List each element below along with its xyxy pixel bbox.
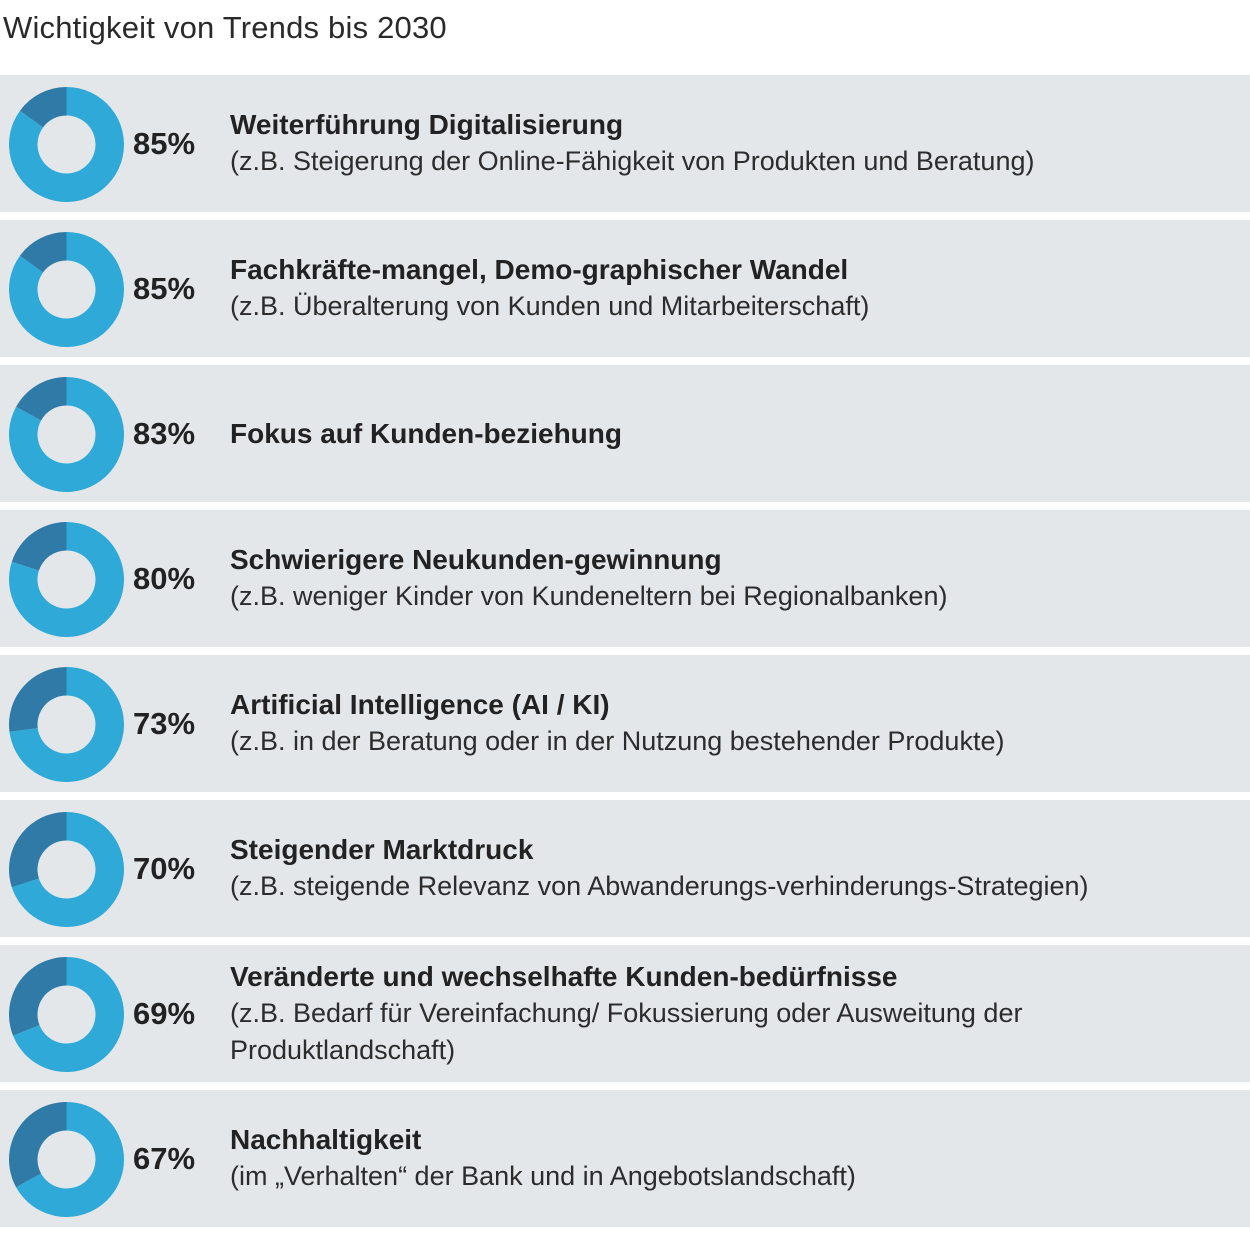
donut-chart	[9, 87, 124, 202]
trend-title: Fokus auf Kunden-beziehung	[230, 417, 622, 449]
trend-row	[0, 510, 1250, 647]
donut-remainder-segment	[9, 1102, 67, 1187]
percentage-label: 73%	[133, 705, 196, 741]
trend-row	[0, 365, 1250, 502]
trend-subtitle: (z.B. Steigerung der Online-Fähigkeit von Produkten und Beratung)	[230, 146, 1035, 176]
trend-subtitle: (z.B. Überalterung von Kunden und Mitarbeiterschaft)	[230, 291, 870, 321]
percentage-label: 85%	[133, 270, 196, 306]
donut-chart	[9, 812, 124, 927]
trend-text	[230, 75, 1242, 212]
trend-subtitle: (im „Verhalten“ der Bank und in Angebotslandschaft)	[230, 1161, 856, 1191]
trend-text	[230, 510, 1242, 647]
trend-text	[230, 655, 1242, 792]
donut-chart	[9, 232, 124, 347]
trend-list	[0, 75, 1250, 1235]
trend-title: Steigender Marktdruck	[230, 834, 534, 865]
trend-text	[230, 220, 1242, 357]
percentage-label: 69%	[133, 995, 196, 1031]
trend-row	[0, 75, 1250, 212]
trend-text	[230, 800, 1242, 937]
trend-row	[0, 655, 1250, 792]
trend-text	[230, 945, 1242, 1082]
trend-row	[0, 220, 1250, 357]
trend-subtitle: (z.B. in der Beratung oder in der Nutzung bestehender Produkte)	[230, 726, 1005, 756]
trend-title: Weiterführung Digitalisierung	[230, 109, 624, 140]
percentage-label: 70%	[133, 850, 196, 886]
donut-chart	[9, 377, 124, 492]
donut-remainder-segment	[9, 812, 67, 887]
donut-chart	[9, 957, 124, 1072]
trend-title: Nachhaltigkeit	[230, 1124, 422, 1155]
donut-chart	[9, 522, 124, 637]
chart-title: Wichtigkeit von Trends bis 2030	[3, 10, 447, 45]
percentage-label: 80%	[133, 560, 196, 596]
donut-remainder-segment	[9, 957, 67, 1036]
trend-subtitle: (z.B. Bedarf für Vereinfachung/ Fokussierung oder Ausweitung der Produktlandschaft)	[230, 997, 1023, 1065]
trend-row	[0, 1090, 1250, 1227]
donut-remainder-segment	[12, 522, 67, 571]
trend-subtitle: (z.B. weniger Kinder von Kundeneltern bei Regionalbanken)	[230, 581, 948, 611]
percentage-label: 67%	[133, 1140, 196, 1176]
trend-title: Schwierigere Neukunden-gewinnung	[230, 544, 722, 575]
donut-chart	[9, 1102, 124, 1217]
trend-title: Veränderte und wechselhafte Kunden-bedürfnisse	[230, 960, 898, 992]
trend-title: Fachkräfte-mangel, Demo-graphischer Wandel	[230, 254, 849, 285]
donut-chart	[9, 667, 124, 782]
trend-subtitle: (z.B. steigende Relevanz von Abwanderungs-verhinderungs-Strategien)	[230, 871, 1089, 901]
trend-row	[0, 800, 1250, 937]
trend-title: Artificial Intelligence (AI / KI)	[230, 689, 610, 720]
donut-remainder-segment	[9, 667, 67, 732]
percentage-label: 83%	[133, 415, 196, 451]
trend-row	[0, 945, 1250, 1082]
trend-text	[230, 1090, 1242, 1227]
percentage-label: 85%	[133, 125, 196, 161]
trend-text	[230, 365, 1242, 502]
